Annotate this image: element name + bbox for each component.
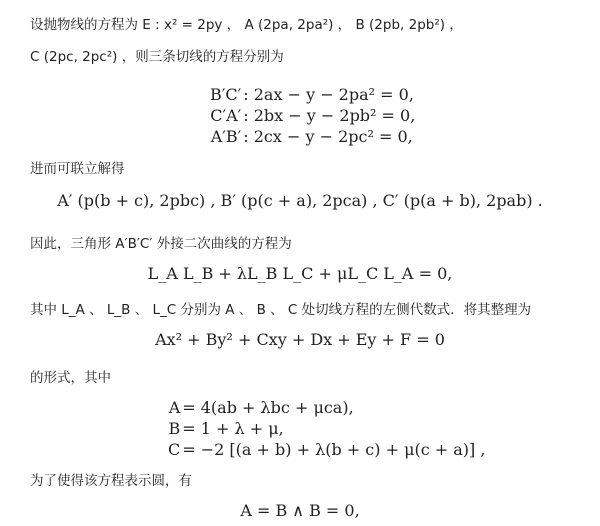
coefficient-lhs: B xyxy=(168,419,181,438)
coefficient-rhs: = 4(ab + λbc + μca), xyxy=(182,398,354,417)
paragraph-circle-requirement: 为了使得该方程表示圆，有 xyxy=(30,473,192,489)
general-form-equation: Ax² + By² + Cxy + Dx + Ey + F = 0 xyxy=(155,330,445,349)
paragraph-circumscribed-conic: 因此，三角形 A′B′C′ 外接二次曲线的方程为 xyxy=(30,236,292,252)
paragraph-intro-line1: 设抛物线的方程为 E : x² = 2py ， A (2pa, 2pa²) ， B (2pb, 2pb²) ， xyxy=(30,17,463,33)
tangent-eq-lhs: B′C′ xyxy=(210,85,242,104)
paragraph-intro-line2: C (2pc, 2pc²) ，则三条切线的方程分别为 xyxy=(30,49,284,65)
coefficient-lhs: C xyxy=(168,440,181,459)
tangent-eq-lhs: A′B′ xyxy=(210,127,242,146)
tangent-eq-lhs: C′A′ xyxy=(210,106,242,125)
tangent-eq-rhs: : 2bx − y − 2pb² = 0, xyxy=(243,106,416,125)
intersection-points-equation: A′ (p(b + c), 2pbc) , B′ (p(c + a), 2pca) , C′ (p(a + b), 2pab) . xyxy=(57,191,543,210)
circle-condition-equation: A = B ∧ B = 0, xyxy=(240,501,360,520)
paragraph-where: 其中 L_A 、 L_B 、 L_C 分别为 A 、 B 、 C 处切线方程的左侧代数式．将其整理为 xyxy=(30,302,532,318)
tangent-eq-rhs: : 2cx − y − 2pc² = 0, xyxy=(243,127,413,146)
coefficient-lhs: A xyxy=(168,398,181,417)
tangent-equations xyxy=(210,84,415,147)
coefficient-equations xyxy=(168,397,485,460)
paragraph-form: 的形式，其中 xyxy=(30,370,111,386)
tangent-eq-rhs: : 2ax − y − 2pa² = 0, xyxy=(243,85,414,104)
coefficient-rhs: = −2 [(a + b) + λ(b + c) + μ(c + a)] , xyxy=(182,440,486,459)
paragraph-solve: 进而可联立解得 xyxy=(30,161,125,177)
conic-family-equation: L_A L_B + λL_B L_C + μL_C L_A = 0, xyxy=(147,264,453,283)
coefficient-rhs: = 1 + λ + μ, xyxy=(182,419,284,438)
